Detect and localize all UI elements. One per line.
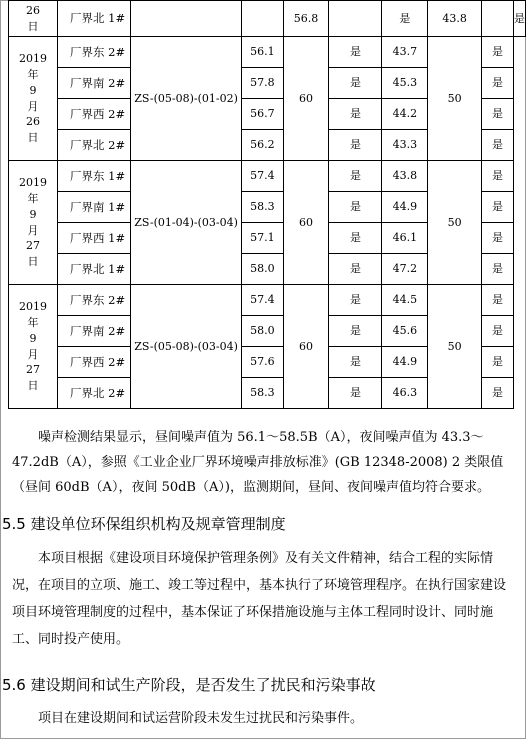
day-value-cell: 57.1: [242, 223, 283, 254]
day-limit-cell: 60: [283, 37, 329, 161]
section-5-6-heading: 5.6 建设期间和试生产阶段，是否发生了扰民和污染事故: [2, 676, 376, 694]
day-compliance-cell: 是: [329, 285, 382, 316]
date-cell: 2019 年 9 月 27 日: [9, 161, 58, 285]
day-compliance-cell: 是: [329, 316, 382, 347]
night-limit-cell: 50: [428, 37, 482, 161]
table-row: [9, 37, 526, 68]
table-row: [9, 285, 526, 316]
date-cell: 2019 年 9 月 27 日: [9, 285, 58, 409]
code-cell: [130, 1, 242, 37]
day-compliance-cell: 是: [329, 223, 382, 254]
night-value-cell: 43.7: [382, 37, 428, 68]
day-compliance-cell: 是: [329, 192, 382, 223]
location-cell: 厂界北 2#: [57, 378, 130, 409]
day-compliance-cell: 是: [329, 378, 382, 409]
table-row: [9, 161, 526, 192]
night-limit-cell: [481, 1, 513, 37]
night-compliance-cell: 是: [481, 99, 513, 130]
section-5-6-body: 项目在建设期间和试运营阶段未发生过扰民和污染事件。: [38, 711, 364, 726]
day-value-cell: 56.8: [283, 1, 329, 37]
day-value-cell: 57.8: [242, 68, 283, 99]
date-cell: 2019 年 9 月 26 日: [9, 37, 58, 161]
night-value-cell: 44.9: [382, 192, 428, 223]
day-value-cell: 57.4: [242, 161, 283, 192]
location-cell: 厂界北 1#: [57, 254, 130, 285]
location-cell: 厂界东 1#: [57, 161, 130, 192]
day-compliance-cell: 是: [329, 254, 382, 285]
location-cell: 厂界东 2#: [57, 285, 130, 316]
sample-code-cell: ZS-(01-04)-(03-04): [130, 161, 242, 285]
day-value-cell: 57.6: [242, 347, 283, 378]
day-compliance-cell: 是: [382, 1, 428, 37]
day-limit-cell: 60: [283, 161, 329, 285]
night-value-cell: 44.9: [382, 347, 428, 378]
day-value-cell: 56.7: [242, 99, 283, 130]
night-value-cell: 43.3: [382, 130, 428, 161]
day-compliance-cell: 是: [329, 99, 382, 130]
day-value-cell: 58.0: [242, 316, 283, 347]
table-body: [9, 1, 526, 409]
night-value-cell: 46.3: [382, 378, 428, 409]
noise-results-table: [8, 0, 526, 409]
day-value-cell: 56.1: [242, 37, 283, 68]
night-compliance-cell: 是: [514, 1, 526, 37]
night-limit-cell: 50: [428, 161, 482, 285]
night-compliance-cell: 是: [481, 223, 513, 254]
night-compliance-cell: 是: [481, 285, 513, 316]
day-value-cell: 58.3: [242, 378, 283, 409]
day-compliance-cell: 是: [329, 347, 382, 378]
night-compliance-cell: 是: [481, 192, 513, 223]
section-5-5-heading: 5.5 建设单位环保组织机构及规章管理制度: [2, 515, 286, 533]
day-limit-cell: 60: [283, 285, 329, 409]
day-value-cell: 57.4: [242, 285, 283, 316]
night-value-cell: 45.6: [382, 316, 428, 347]
location-cell: 厂界北 2#: [57, 130, 130, 161]
section-5-5-body: 本项目根据《建设项目环境保护管理条例》及有关文件精神，结合工程的实际情况，在项目的立项、施工、竣工等过程中，基本执行了环境管理程序。在执行国家建设项目环境管理制度的过程中，基本保证了环保措施设施与主体工程同时设计、同时施工、同时投产使用。: [12, 551, 507, 647]
night-value-cell: 44.5: [382, 285, 428, 316]
sample-code-cell: ZS-(05-08)-(01-02): [130, 37, 242, 161]
night-value-cell: 46.1: [382, 223, 428, 254]
night-value-cell: 43.8: [428, 1, 482, 37]
night-compliance-cell: 是: [481, 37, 513, 68]
location-cell: 厂界西 2#: [57, 99, 130, 130]
sample-code-cell: ZS-(05-08)-(03-04): [130, 285, 242, 409]
night-compliance-cell: 是: [481, 347, 513, 378]
blank-cell: [242, 1, 283, 37]
day-compliance-cell: 是: [329, 130, 382, 161]
noise-summary-paragraph: 噪声检测结果显示，昼间噪声值为 56.1～58.5B（A），夜间噪声值为 43.3～47.2dB（A），参照《工业企业厂界环境噪声排放标准》(GB 12348-2008) 2 类限值（昼间 60dB（A），夜间 50dB（A）)，监测期间，昼间、夜间噪声值均符合要求。: [12, 430, 504, 495]
day-compliance-cell: 是: [329, 68, 382, 99]
night-compliance-cell: 是: [481, 254, 513, 285]
date-cell: 26 日: [9, 1, 58, 37]
night-value-cell: 45.3: [382, 68, 428, 99]
night-compliance-cell: 是: [481, 378, 513, 409]
night-limit-cell: 50: [428, 285, 482, 409]
night-compliance-cell: 是: [481, 161, 513, 192]
location-cell: 厂界南 1#: [57, 192, 130, 223]
night-compliance-cell: 是: [481, 316, 513, 347]
night-value-cell: 44.2: [382, 99, 428, 130]
night-value-cell: 47.2: [382, 254, 428, 285]
day-value-cell: 56.2: [242, 130, 283, 161]
night-compliance-cell: 是: [481, 130, 513, 161]
day-limit-cell: [329, 1, 382, 37]
day-compliance-cell: 是: [329, 161, 382, 192]
location-cell: 厂界北 1#: [57, 1, 130, 37]
table-row: [9, 1, 526, 37]
day-value-cell: 58.0: [242, 254, 283, 285]
location-cell: 厂界西 2#: [57, 347, 130, 378]
location-cell: 厂界西 1#: [57, 223, 130, 254]
location-cell: 厂界南 2#: [57, 68, 130, 99]
location-cell: 厂界南 2#: [57, 316, 130, 347]
day-compliance-cell: 是: [329, 37, 382, 68]
day-value-cell: 58.3: [242, 192, 283, 223]
night-value-cell: 43.8: [382, 161, 428, 192]
location-cell: 厂界东 2#: [57, 37, 130, 68]
night-compliance-cell: 是: [481, 68, 513, 99]
